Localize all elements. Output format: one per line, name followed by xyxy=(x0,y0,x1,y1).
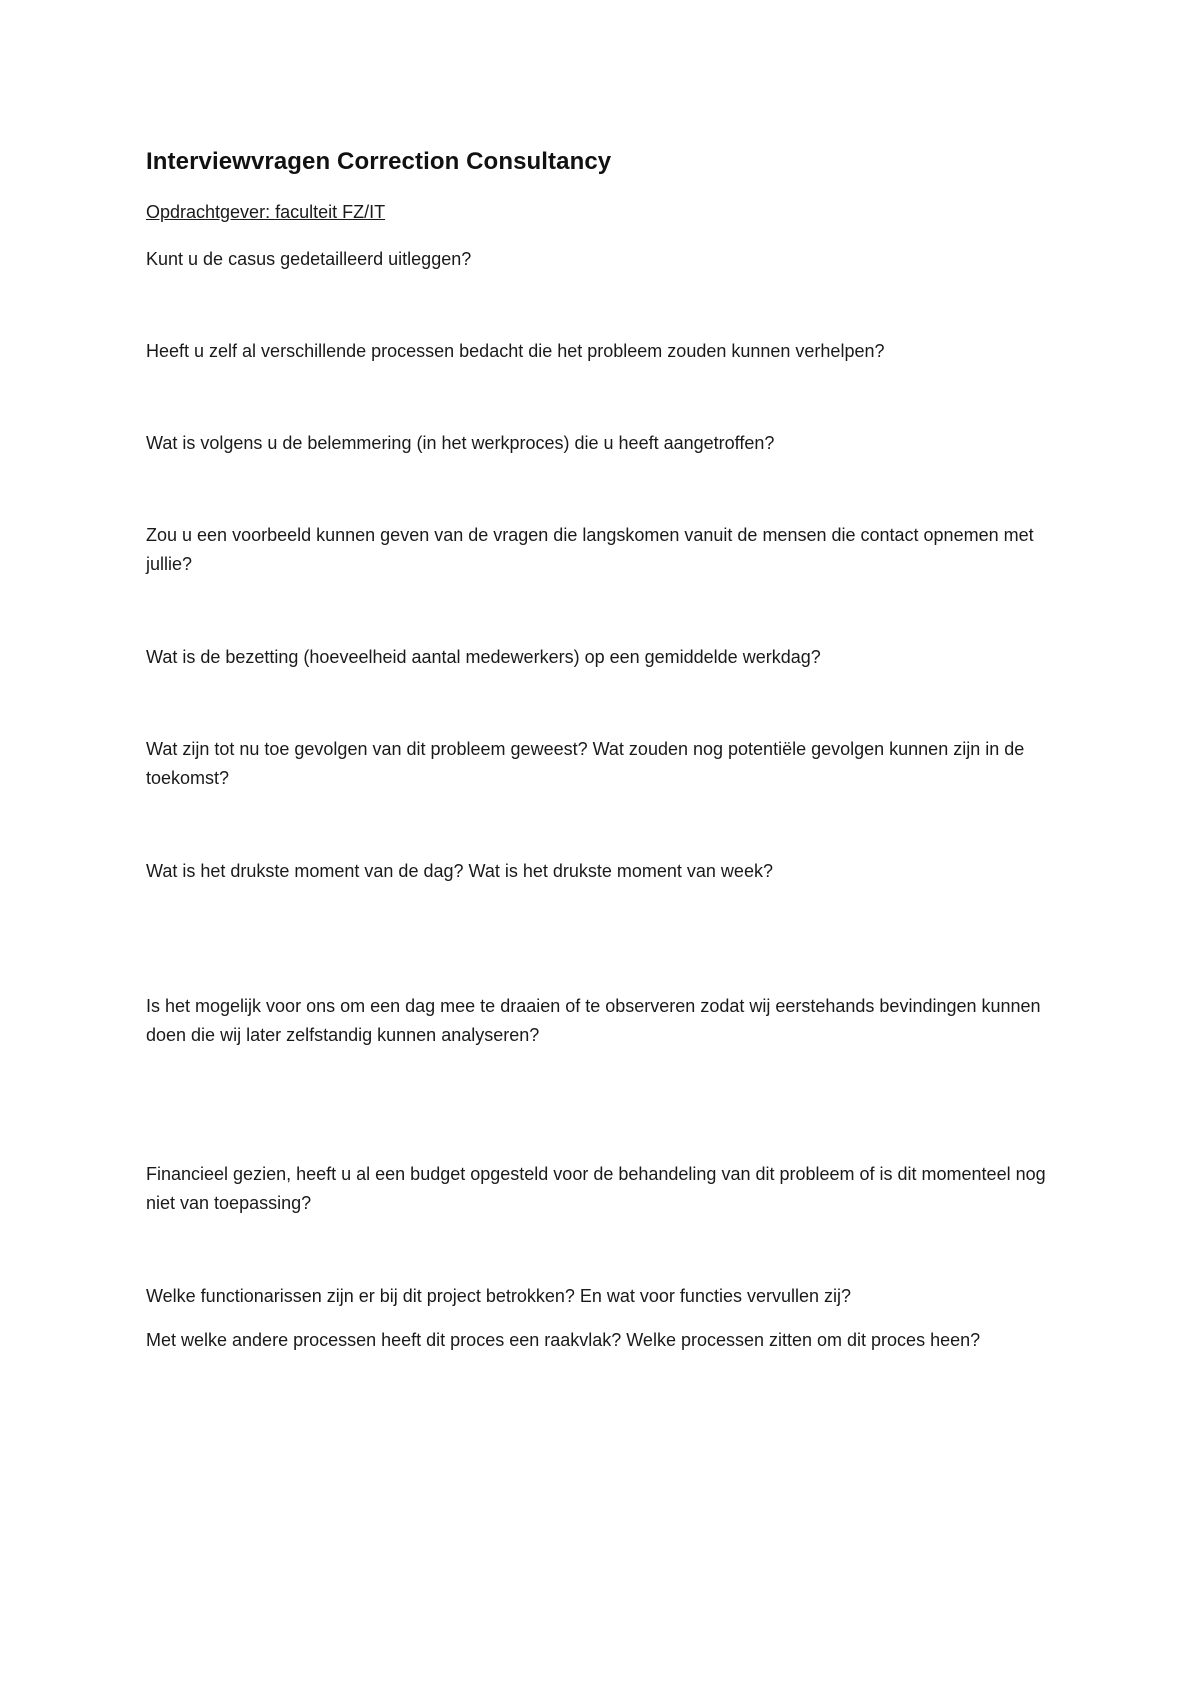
question-3: Wat is volgens u de belemmering (in het werkproces) die u heeft aangetroffen? xyxy=(146,433,775,453)
question-6: Wat zijn tot nu toe gevolgen van dit probleem geweest? Wat zouden nog potentiële gevolgen kunnen zijn in de toekomst? xyxy=(146,739,1025,788)
document-title: Interviewvragen Correction Consultancy xyxy=(146,148,612,175)
question-11: Met welke andere processen heeft dit proces een raakvlak? Welke processen zitten om dit proces heen? xyxy=(146,1330,981,1350)
question-8: Is het mogelijk voor ons om een dag mee te draaien of te observeren zodat wij eerstehands bevindingen kunnen doen die wij later zelfstandig kunnen analyseren? xyxy=(146,996,1041,1045)
question-2: Heeft u zelf al verschillende processen bedacht die het probleem zouden kunnen verhelpen? xyxy=(146,341,885,361)
question-1: Kunt u de casus gedetailleerd uitleggen? xyxy=(146,249,472,269)
question-10: Welke functionarissen zijn er bij dit project betrokken? En wat voor functies vervullen zij? xyxy=(146,1286,852,1306)
question-4: Zou u een voorbeeld kunnen geven van de vragen die langskomen vanuit de mensen die contact opnemen met jullie? xyxy=(146,525,1034,574)
client-line: Opdrachtgever: faculteit FZ/IT xyxy=(146,202,386,222)
question-9: Financieel gezien, heeft u al een budget opgesteld voor de behandeling van dit probleem of is dit momenteel nog niet van toepassing? xyxy=(146,1164,1046,1213)
question-5: Wat is de bezetting (hoeveelheid aantal medewerkers) op een gemiddelde werkdag? xyxy=(146,647,821,667)
question-7: Wat is het drukste moment van de dag? Wat is het drukste moment van week? xyxy=(146,861,773,881)
